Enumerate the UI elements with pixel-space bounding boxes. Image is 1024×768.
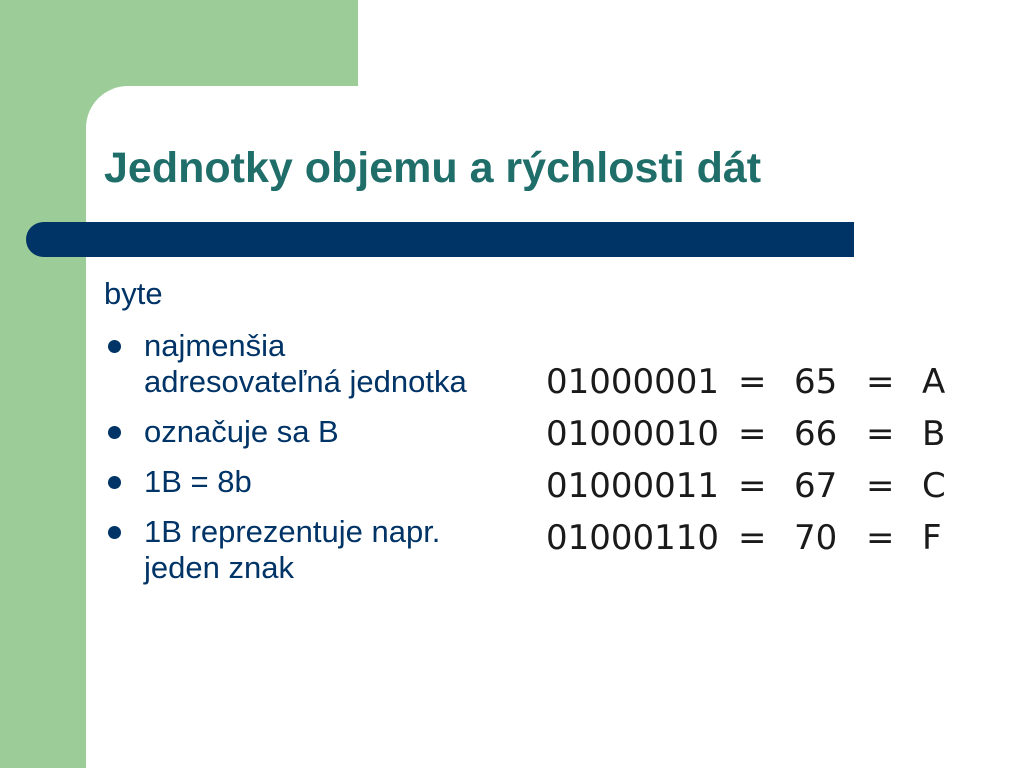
bullet-item	[104, 328, 484, 400]
bullet-item	[104, 464, 484, 500]
decimal-value: 67	[794, 466, 838, 506]
slide-title: Jednotky objemu a rýchlosti dát	[104, 144, 762, 192]
bullet-item	[104, 514, 484, 586]
character-value: B	[922, 414, 946, 454]
character-value: A	[922, 362, 946, 402]
equals-sign: =	[866, 362, 895, 402]
bullet-text: označuje sa B	[144, 414, 339, 449]
slide-body	[104, 276, 484, 600]
equals-sign: =	[738, 362, 767, 402]
bullet-item	[104, 414, 484, 450]
bullet-dot-icon	[108, 476, 121, 489]
binary-value: 01000110	[546, 518, 720, 558]
bullet-dot-icon	[108, 526, 121, 539]
bullet-list	[104, 328, 484, 586]
lead-text: byte	[104, 276, 163, 311]
decimal-value: 65	[794, 362, 838, 402]
equals-sign: =	[866, 518, 895, 558]
character-value: C	[922, 466, 946, 506]
decimal-value: 66	[794, 414, 838, 454]
bullet-text: najmenšia adresovateľná jednotka	[144, 328, 467, 399]
decimal-value: 70	[794, 518, 838, 558]
binary-value: 01000001	[546, 362, 720, 402]
equals-sign: =	[738, 518, 767, 558]
equals-sign: =	[738, 466, 767, 506]
bullet-text: 1B reprezentuje napr. jeden znak	[144, 514, 441, 585]
binary-value: 01000010	[546, 414, 720, 454]
title-underline-bar	[26, 222, 854, 257]
equals-sign: =	[866, 466, 895, 506]
equals-sign: =	[866, 414, 895, 454]
bullet-text: 1B = 8b	[144, 464, 252, 499]
bullet-dot-icon	[108, 340, 121, 353]
encoding-table	[546, 356, 962, 564]
binary-value: 01000011	[546, 466, 720, 506]
character-value: F	[922, 518, 942, 558]
encoding-row	[546, 512, 962, 564]
encoding-row	[546, 460, 962, 512]
bullet-dot-icon	[108, 426, 121, 439]
encoding-row	[546, 408, 962, 460]
equals-sign: =	[738, 414, 767, 454]
encoding-row	[546, 356, 962, 408]
